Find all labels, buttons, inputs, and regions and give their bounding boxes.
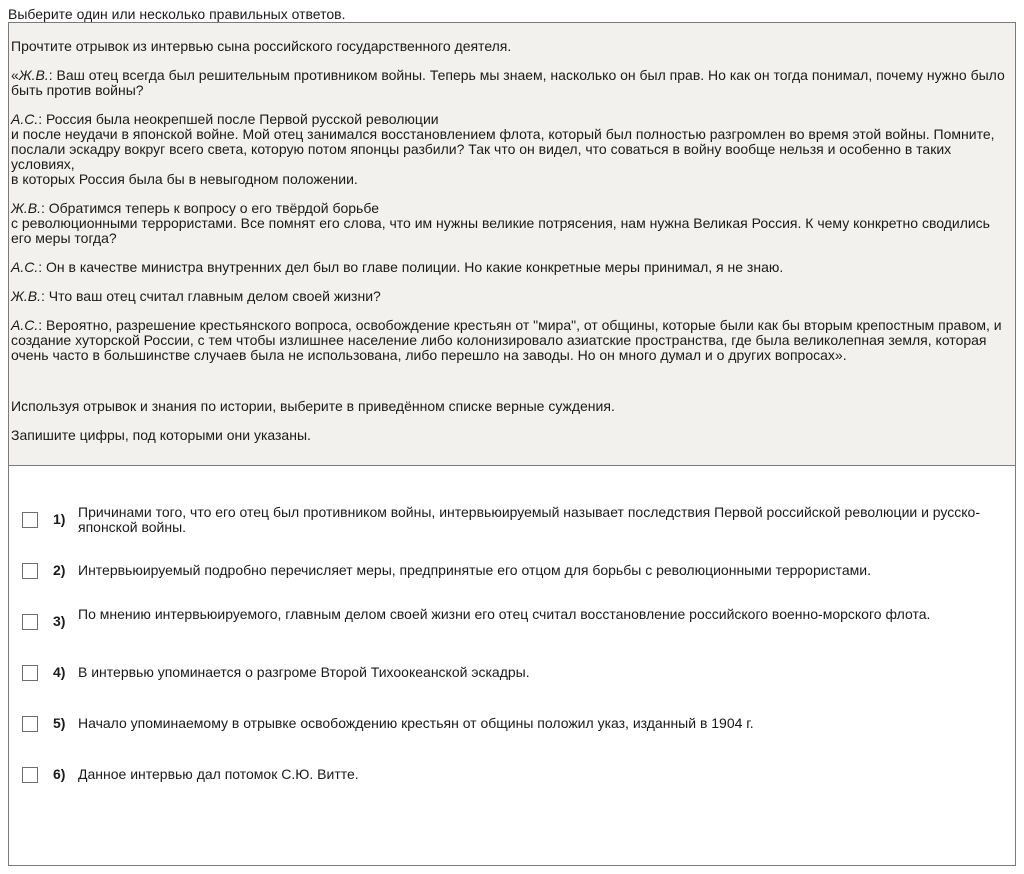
option-text[interactable]: Причинами того, что его отец был противником войны, интервьюируемый называет последствия Первой российской революции и русско-японской войны. bbox=[78, 504, 981, 535]
speaker-label: Ж.В. bbox=[11, 200, 41, 216]
dialogue-text: : Он в качестве министра внутренних дел был во главе полиции. Но какие конкретные меры принимал, я не знаю. bbox=[38, 259, 784, 275]
speaker-label: А.С. bbox=[11, 317, 39, 333]
answer-options bbox=[9, 466, 1015, 790]
option-2[interactable] bbox=[9, 556, 1015, 586]
dialogue-text: : Ваш отец всегда был решительным противником войны. Теперь мы знаем, насколько он был прав. Но как он тогда понимал, почему нужно было быть против войны? bbox=[11, 67, 1005, 98]
option-checkbox[interactable] bbox=[22, 665, 38, 681]
dialogue-line bbox=[11, 112, 1013, 187]
option-number: 3) bbox=[53, 613, 66, 629]
dialogue-text: : Обратимся теперь к вопросу о его твёрдой борьбе с революционными террористами. Все помнят его слова, что им нужны великие потрясения, нам нужна Великая Россия. К чему конкретно сводились его меры тогда? bbox=[11, 200, 990, 246]
dialogue-line bbox=[11, 68, 1013, 98]
quote-mark: « bbox=[11, 67, 19, 83]
option-number: 2) bbox=[53, 562, 66, 578]
option-4[interactable] bbox=[9, 658, 1015, 688]
speaker-label: А.С. bbox=[11, 259, 39, 275]
option-text[interactable]: Данное интервью дал потомок С.Ю. Витте. bbox=[78, 766, 359, 782]
dialogue-line bbox=[11, 260, 1013, 275]
dialogue-text: : Россия была неокрепшей после Первой русской революции и после неудачи в японской войне. Мой отец занимался восстановлением флота, который был полностью разгромлен во время этой войны. Помните, послали эскадру вокруг всего света, которую потом японцы разбили? Так что он видел, что соваться в войну вообще нельзя и особенно в таких условиях, в которых Россия была бы в невыгодном положении. bbox=[11, 111, 995, 187]
speaker-label: Ж.В. bbox=[11, 288, 41, 304]
dialogue-line bbox=[11, 201, 1013, 246]
option-checkbox[interactable] bbox=[22, 767, 38, 783]
task-instruction-2: Запишите цифры, под которыми они указаны. bbox=[11, 427, 311, 443]
option-text[interactable]: По мнению интервьюируемого, главным делом своей жизни его отец считал восстановление российского военно-морского флота. bbox=[78, 606, 931, 622]
option-text[interactable]: Интервьюируемый подробно перечисляет меры, предпринятые его отцом для борьбы с революционными террористами. bbox=[78, 562, 871, 578]
speaker-label: Ж.В. bbox=[18, 67, 49, 83]
option-checkbox[interactable] bbox=[22, 614, 38, 630]
dialogue-line bbox=[11, 289, 1013, 304]
option-text[interactable]: Начало упоминаемому в отрывке освобождению крестьян от общины положил указ, изданный в 1904 г. bbox=[78, 715, 754, 731]
option-number: 5) bbox=[53, 715, 66, 731]
task-instruction: Используя отрывок и знания по истории, выберите в приведённом списке верные суждения. bbox=[11, 398, 615, 414]
dialogue-text: : Что ваш отец считал главным делом своей жизни? bbox=[40, 288, 381, 304]
speaker-label: А.С. bbox=[11, 111, 39, 127]
option-checkbox[interactable] bbox=[22, 512, 38, 528]
question-frame bbox=[8, 22, 1016, 866]
option-checkbox[interactable] bbox=[22, 716, 38, 732]
instruction-text: Выберите один или несколько правильных ответов. bbox=[8, 6, 346, 22]
option-checkbox[interactable] bbox=[22, 563, 38, 579]
dialogue-text: : Вероятно, разрешение крестьянского вопроса, освобождение крестьян от "мира", от общины, которые были как бы вторым крепостным правом, и создание хуторской России, с тем чтобы излишнее население либо колонизировало азиатские пространства, где была великолепная земля, которая очень часто в большинстве случаев была не использована, либо перешло на заводы. Но он много думал и о других вопросах». bbox=[11, 317, 1002, 363]
passage-intro: Прочтите отрывок из интервью сына российского государственного деятеля. bbox=[11, 38, 512, 54]
option-3[interactable] bbox=[9, 607, 1015, 637]
dialogue-line bbox=[11, 318, 1013, 363]
option-number: 1) bbox=[53, 511, 66, 527]
option-number: 6) bbox=[53, 766, 66, 782]
option-1[interactable] bbox=[9, 505, 1015, 535]
passage-box bbox=[9, 23, 1015, 466]
option-number: 4) bbox=[53, 664, 66, 680]
option-5[interactable] bbox=[9, 709, 1015, 739]
option-text[interactable]: В интервью упоминается о разгроме Второй Тихоокеанской эскадры. bbox=[78, 664, 530, 680]
option-6[interactable] bbox=[9, 760, 1015, 790]
